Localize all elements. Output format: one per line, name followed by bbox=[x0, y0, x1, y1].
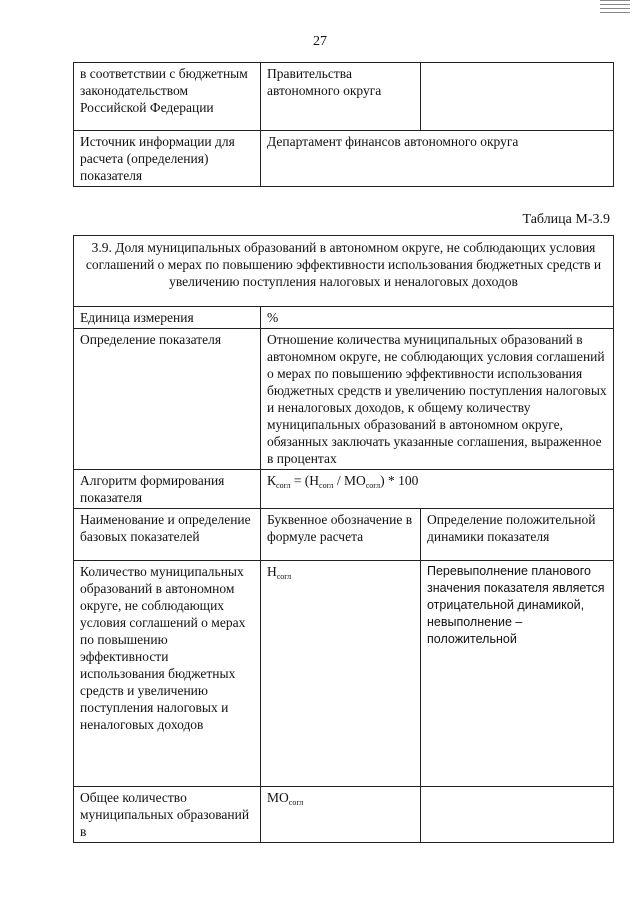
formula-tail: ) * 100 bbox=[380, 473, 419, 488]
table-title-row bbox=[74, 236, 614, 307]
base-indicator-dynamics: Перевыполнение планового значения показателя является отрицательной динамикой, невыполнение – положительной bbox=[421, 561, 614, 787]
table-row bbox=[74, 63, 614, 131]
page-number: 27 bbox=[313, 34, 327, 49]
formula-mo-sub: согл bbox=[365, 481, 381, 490]
symbol-text: Н bbox=[267, 564, 277, 579]
table-cell: Источник информации для расчета (определения) показателя bbox=[74, 131, 261, 187]
formula bbox=[261, 470, 614, 509]
table-caption: Таблица М-3.9 bbox=[522, 212, 610, 227]
corner-marks bbox=[600, 0, 630, 16]
table-cell: в соответствии с бюджетным законодательством Российской Федерации bbox=[74, 63, 261, 131]
definition-label: Определение показателя bbox=[74, 329, 261, 470]
base-indicator-name: Количество муниципальных образований в автономном округе, не соблюдающих условия соглашений о мерах по повышению эффективности использования бюджетных средств и увеличению поступления налоговых и неналоговых доходов bbox=[74, 561, 261, 787]
formula-slash: / МО bbox=[333, 473, 366, 488]
definition-value: Отношение количества муниципальных образований в автономном округе, не соблюдающих условия соглашений о мерах по повышению эффективности использования бюджетных средств и увеличению поступления налоговых и неналоговых доходов, к общему количеству муниципальных образований в автономном округе, обязанных заключать указанные соглашения, выраженное в процентах bbox=[261, 329, 614, 470]
algorithm-label: Алгоритм формирования показателя bbox=[74, 470, 261, 509]
symbol-sub: согл bbox=[276, 572, 292, 581]
unit-value: % bbox=[261, 307, 614, 329]
table-row bbox=[74, 131, 614, 187]
table-cell bbox=[421, 63, 614, 131]
base-indicator-symbol bbox=[261, 787, 421, 843]
table-row bbox=[74, 307, 614, 329]
formula-eq: = (Н bbox=[290, 473, 320, 488]
formula-k: К bbox=[267, 473, 277, 488]
table-cell: Правительства автономного округа bbox=[261, 63, 421, 131]
header-dynamics: Определение положительной динамики показателя bbox=[421, 509, 614, 561]
table-row bbox=[74, 787, 614, 843]
base-indicator-name: Общее количество муниципальных образований в bbox=[74, 787, 261, 843]
top-table bbox=[73, 62, 614, 187]
table-row bbox=[74, 561, 614, 787]
table-row bbox=[74, 470, 614, 509]
unit-label: Единица измерения bbox=[74, 307, 261, 329]
table-header-row bbox=[74, 509, 614, 561]
base-indicator-dynamics bbox=[421, 787, 614, 843]
table-title: 3.9. Доля муниципальных образований в автономном округе, не соблюдающих условия соглашений о мерах по повышению эффективности использования бюджетных средств и увеличению поступления налоговых и неналоговых доходов bbox=[74, 236, 614, 307]
symbol-sub: согл bbox=[288, 798, 304, 807]
main-table bbox=[73, 235, 614, 843]
base-indicator-symbol bbox=[261, 561, 421, 787]
header-symbol: Буквенное обозначение в формуле расчета bbox=[261, 509, 421, 561]
formula-n-sub: согл bbox=[319, 481, 334, 490]
formula-k-sub: согл bbox=[276, 481, 291, 490]
table-cell: Департамент финансов автономного округа bbox=[261, 131, 614, 187]
symbol-text: МО bbox=[267, 790, 289, 805]
header-name: Наименование и определение базовых показателей bbox=[74, 509, 261, 561]
table-row bbox=[74, 329, 614, 470]
